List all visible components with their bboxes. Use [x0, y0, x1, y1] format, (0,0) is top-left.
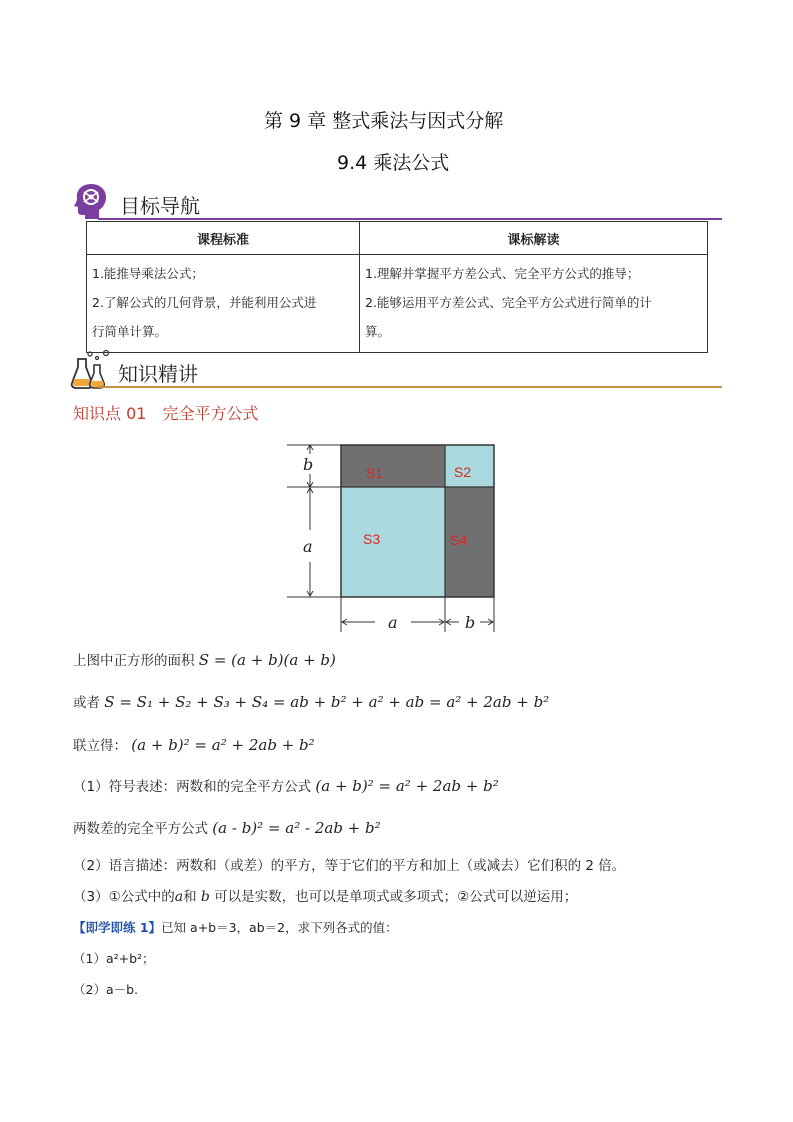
brain-icon	[71, 180, 111, 220]
exercise-q1: （1）a²+b²；	[73, 951, 155, 966]
knowledge-section-title: 知识精讲	[118, 362, 198, 386]
square-diagram	[283, 440, 505, 636]
table-header: 课程标准	[87, 222, 360, 255]
symbol-prefix: （1）符号表述：两数和的完全平方公式	[73, 779, 312, 795]
text-line: 行简单计算。	[92, 324, 168, 339]
joint-line	[73, 734, 315, 754]
region-s1	[341, 445, 445, 487]
knowledge-point-title: 知识点 01 完全平方公式	[73, 404, 259, 423]
flask-icon	[70, 349, 112, 389]
knowledge-section-rule	[98, 386, 722, 388]
nav-section-title: 目标导航	[120, 194, 200, 218]
label-b-top: b	[303, 455, 314, 474]
region-label-s1: S1	[366, 465, 384, 481]
region-s3	[341, 487, 445, 597]
label-a-left: a	[303, 537, 313, 556]
or-formula: S = S₁ + S₂ + S₃ + S₄ = ab + b² + a² + ab = a² + 2ab + b²	[104, 693, 550, 711]
or-prefix: 或者	[73, 695, 100, 711]
text-line: 算。	[365, 324, 391, 339]
chapter-title: 第 9 章 整式乘法与因式分解	[264, 110, 504, 132]
diff-line	[73, 817, 381, 837]
text-line: 1.能推导乘法公式；	[92, 266, 204, 281]
note-a: a	[174, 889, 184, 905]
label-a-bottom: a	[388, 613, 398, 632]
region-label-s2: S2	[454, 464, 472, 480]
exercise-tag: 【即学即练 1】	[73, 920, 162, 935]
area-prefix: 上图中正方形的面积	[73, 653, 195, 669]
exercise-line	[73, 918, 398, 936]
area-line	[73, 649, 336, 669]
symbol-formula: (a + b)² = a² + 2ab + b²	[315, 777, 499, 795]
table-cell-left	[87, 255, 360, 353]
area-formula: S = (a + b)(a + b)	[198, 651, 336, 669]
note-rest: 可以是实数，也可以是单项式或多项式；②公式可以逆运用；	[214, 889, 578, 905]
text-line: 1.理解并掌握平方差公式、完全平方公式的推导；	[365, 266, 640, 281]
joint-formula: (a + b)² = a² + 2ab + b²	[131, 736, 315, 754]
or-line	[73, 691, 549, 711]
text-line: 2.能够运用平方差公式、完全平方公式进行简单的计	[365, 295, 652, 310]
nav-section-rule	[98, 218, 722, 220]
standards-table	[86, 221, 708, 353]
diff-prefix: 两数差的完全平方公式	[73, 821, 208, 837]
region-label-s4: S4	[450, 532, 468, 548]
table-header: 课标解读	[360, 222, 708, 255]
note-line	[73, 885, 577, 905]
note-and: 和	[183, 889, 197, 905]
exercise-text: 已知 a+b＝3，ab＝2，求下列各式的值：	[161, 920, 398, 935]
note-b: b	[200, 889, 210, 905]
joint-prefix: 联立得：	[73, 738, 127, 754]
language-line: （2）语言描述：两数和（或差）的平方，等于它们的平方和加上（或减去）它们积的 2 倍。	[73, 858, 626, 874]
exercise-q2: （2）a－b.	[73, 982, 139, 997]
text-line: 2.了解公式的几何背景，并能利用公式进	[92, 295, 317, 310]
region-label-s3: S3	[363, 531, 381, 547]
table-cell-right	[360, 255, 708, 353]
symbol-line	[73, 775, 499, 795]
section-title: 9.4 乘法公式	[337, 152, 450, 174]
label-b-bottom: b	[465, 613, 476, 632]
note-prefix: （3）①公式中的	[73, 889, 175, 905]
diff-formula: (a - b)² = a² - 2ab + b²	[212, 819, 381, 837]
